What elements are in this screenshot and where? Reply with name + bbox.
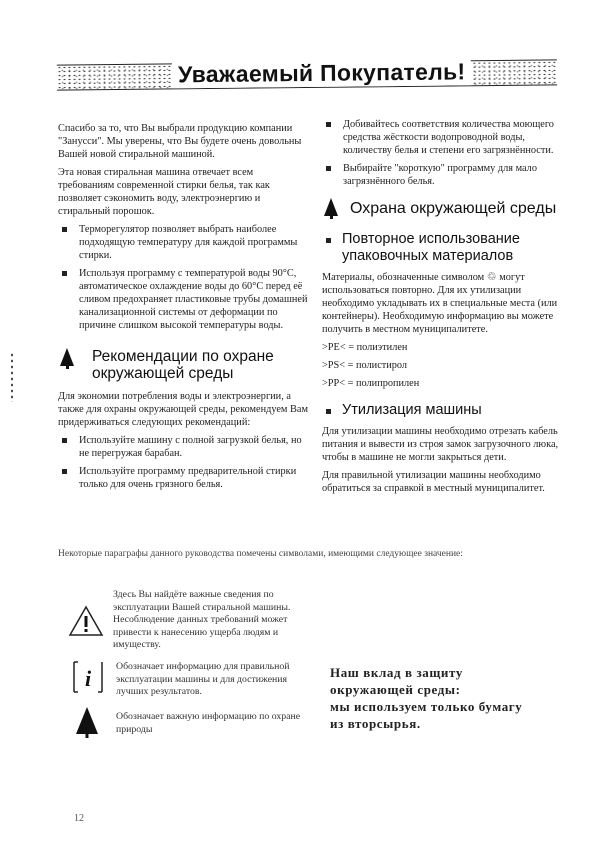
material-code: >PS< = полистирол xyxy=(322,360,408,371)
feature-list xyxy=(58,223,308,332)
packaging-heading: Повторное использование упаковочных материалов xyxy=(322,231,560,265)
disposal-heading: Утилизация машины xyxy=(322,402,560,419)
feature-item: Терморегулятор позволяет выбрать наиболее подходящую температуру для каждой программы стирки. xyxy=(58,223,308,262)
feature-item: Используя программу с температурой воды 90°С, автоматическое охлаждение воды до 60°С перед её сливом предохраняет пластиковые трубы домашней канализационной системы от деформации по причине слишком высокой температуры воды. xyxy=(58,267,308,332)
material-code: >PE< = полиэтилен xyxy=(322,342,408,353)
eco-note xyxy=(330,664,570,732)
tip-item: Выбирайте "короткую" программу для мало загрязнённого белья. xyxy=(322,162,560,188)
page-number: 12 xyxy=(74,813,84,824)
page-title: Уважаемый Покупатель! xyxy=(172,58,472,88)
svg-text:i: i xyxy=(84,666,92,691)
disposal-paragraph: Для правильной утилизации машины необходимо обратиться за справкой в местный муниципалитет. xyxy=(322,470,545,494)
scan-artifact xyxy=(10,352,14,402)
recommendations-list xyxy=(58,434,308,491)
left-column xyxy=(58,122,308,496)
eco-note-line: окружающей среды: xyxy=(330,682,461,697)
tips-list xyxy=(322,118,560,188)
warning-triangle-icon xyxy=(68,605,104,637)
tip-item: Добивайтесь соответствия количества моющего средства жёсткости водопроводной воды, количеству белья и степени его загрязнённости. xyxy=(322,118,560,157)
bullet-icon xyxy=(326,409,331,414)
eco-note-line: Наш вклад в защиту xyxy=(330,665,463,680)
right-column xyxy=(322,118,560,500)
environment-heading: Охрана окружающей среды xyxy=(322,200,560,217)
recommendations-heading: Рекомендации по охране окружающей среды xyxy=(58,348,308,382)
disposal-paragraph: Для утилизации машины необходимо отрезать кабель питания и вывести из строя замок загрузочного люка, чтобы в машине не могли закрыться дети. xyxy=(322,426,559,463)
fir-tree-icon xyxy=(324,198,338,216)
info-symbol-text: Обозначает информацию для правильной эксплуатации машины и для достижения лучших результатов. xyxy=(116,661,290,697)
packaging-paragraph: Материалы, обозначенные символом ♲ могут использоваться повторно. Для их утилизации необходимо укладывать их в специальные места (или контейнеры). Необходимую информацию вы можете получить в местном муниципалитете. xyxy=(322,271,558,335)
recommendation-item: Используйте программу предварительной стирки только для очень грязного белья. xyxy=(58,465,308,491)
title-banner xyxy=(57,59,557,90)
eco-note-line: из вторсырья. xyxy=(330,716,421,731)
recommendation-item: Используйте машину с полной загрузкой белья, но не перегружая барабан. xyxy=(58,434,308,460)
material-code: >PP< = полипропилен xyxy=(322,378,420,389)
intro-paragraph: Эта новая стиральная машина отвечает всем требованиям современной стирки белья, так как позволяет сэкономить воду, электроэнергию и стиральный порошок. xyxy=(58,167,270,217)
warning-symbol-text: Здесь Вы найдёте важные сведения по эксплуатации Вашей стиральной машины. Несоблюдение данных требований может привести к нанесению ущерба людям и имуществу. xyxy=(113,589,291,650)
symbols-intro: Некоторые параграфы данного руководства помечены символами, имеющими следующее значение: xyxy=(58,549,463,559)
fir-tree-icon xyxy=(74,706,100,740)
recycle-icon: ♲ xyxy=(486,271,497,283)
nature-symbol-text: Обозначает важную информацию по охране природы xyxy=(116,711,301,735)
intro-paragraph: Спасибо за то, что Вы выбрали продукцию компании "Занусси". Мы уверены, что Вы будете очень довольны Вашей новой стиральной машиной. xyxy=(58,123,302,160)
info-icon xyxy=(72,660,104,694)
recommendations-intro: Для экономии потребления воды и электроэнергии, а также для охраны окружающей среды, рекомендуем Вам придерживаться следующих рекомендаций: xyxy=(58,391,308,428)
eco-note-line: мы используем только бумагу xyxy=(330,699,523,714)
fir-tree-icon xyxy=(60,348,74,366)
bullet-icon xyxy=(326,238,331,243)
